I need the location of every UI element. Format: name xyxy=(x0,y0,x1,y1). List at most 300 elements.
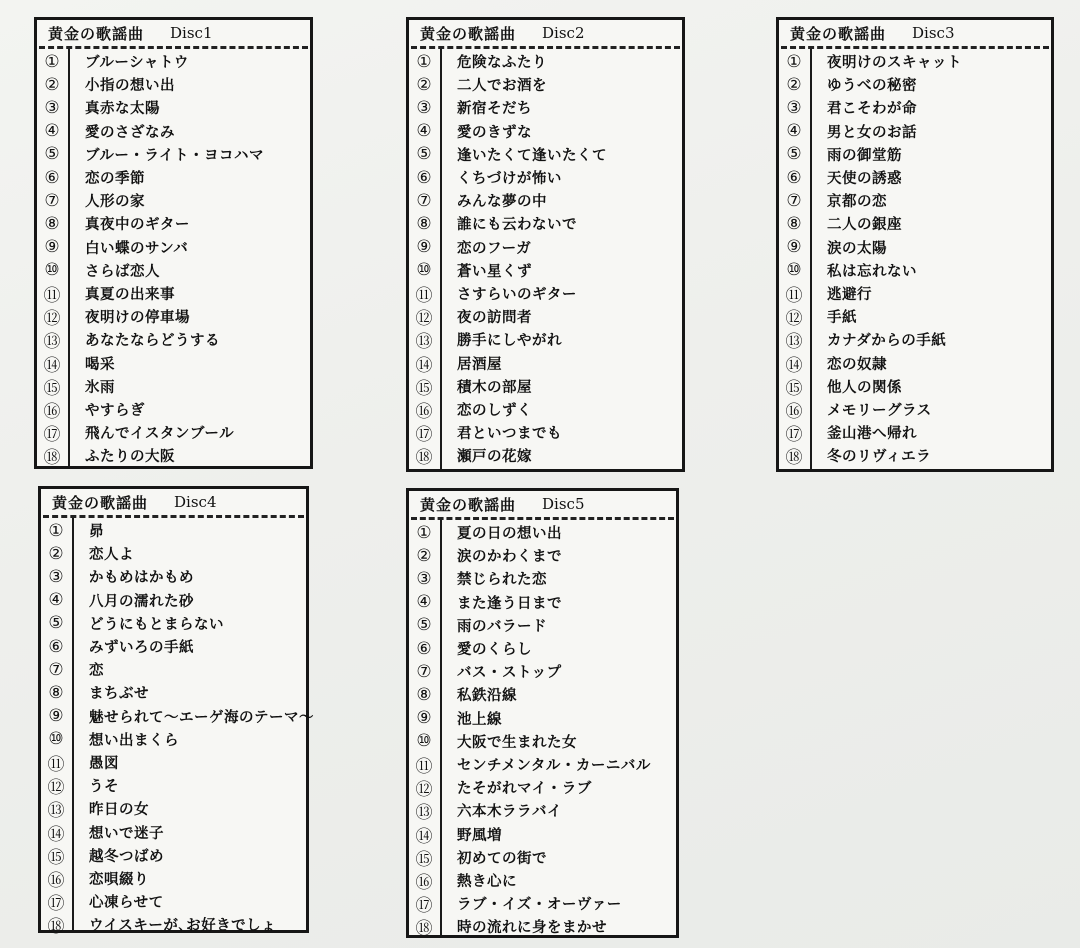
track-number: ⑰ xyxy=(785,425,803,446)
disc-2-box xyxy=(406,17,685,472)
track-title: 飛んでイスタンブール xyxy=(85,426,235,443)
track-row xyxy=(409,567,676,590)
track-number: ② xyxy=(44,74,60,95)
track-row xyxy=(37,73,310,96)
track-row xyxy=(41,913,306,936)
track-row xyxy=(37,375,310,398)
track-row xyxy=(41,681,306,704)
track-number: ⑬ xyxy=(43,332,61,353)
track-title: 恋唄綴り xyxy=(89,871,149,888)
disc-header xyxy=(39,20,308,49)
track-row xyxy=(41,658,306,681)
disc-5-box xyxy=(406,488,679,938)
track-title: 夜明けのスキャット xyxy=(827,55,962,72)
track-title: ブルーシャトウ xyxy=(85,55,189,72)
track-title: 真夏の出来事 xyxy=(85,286,175,303)
track-title: 恋のフーガ xyxy=(457,240,532,257)
track-title: 誰にも云わないで xyxy=(457,217,577,234)
track-number: ⑯ xyxy=(415,401,433,422)
track-row xyxy=(37,189,310,212)
track-number: ⑪ xyxy=(415,756,433,777)
track-title: さすらいのギター xyxy=(457,286,577,303)
track-number: ⑥ xyxy=(416,167,432,188)
disc-title: 黄金の歌謡曲 xyxy=(48,24,145,43)
track-title: 昴 xyxy=(89,524,104,541)
track-number: ③ xyxy=(416,97,432,118)
track-title: 魅せられて～エーゲ海のテーマ～ xyxy=(89,709,314,726)
track-number: ⑮ xyxy=(415,378,433,399)
track-row xyxy=(37,421,310,444)
track-row xyxy=(779,50,1051,73)
track-number: ⑰ xyxy=(47,894,65,915)
track-row xyxy=(409,96,682,119)
track-row xyxy=(41,635,306,658)
track-title: 白い蝶のサンバ xyxy=(85,240,189,257)
track-row xyxy=(409,444,682,467)
track-title: 積木の部屋 xyxy=(457,379,532,396)
track-number: ⑯ xyxy=(43,401,61,422)
track-row xyxy=(37,120,310,143)
track-number: ⑪ xyxy=(43,285,61,306)
track-number: ⑤ xyxy=(416,144,432,165)
track-number: ⑱ xyxy=(43,448,61,469)
track-title: 喝采 xyxy=(85,356,115,373)
track-number: ⑨ xyxy=(416,237,432,258)
track-row xyxy=(41,774,306,797)
track-row xyxy=(409,305,682,328)
track-row xyxy=(779,444,1051,467)
track-title: 夜の訪問者 xyxy=(457,310,532,327)
track-number: ⑭ xyxy=(415,355,433,376)
track-row xyxy=(37,166,310,189)
track-number: ⑩ xyxy=(786,260,802,281)
track-title: 冬のリヴィエラ xyxy=(827,449,932,466)
track-title: 愛のくらし xyxy=(457,642,532,659)
track-title: ラブ・イズ・オーヴァー xyxy=(457,897,622,914)
disc-title: 黄金の歌謡曲 xyxy=(420,24,517,43)
track-number: ⑭ xyxy=(785,355,803,376)
track-row xyxy=(409,521,676,544)
track-title: 涙の太陽 xyxy=(827,240,887,257)
track-row xyxy=(779,236,1051,259)
track-title: 熱き心に xyxy=(457,873,517,890)
disc-label: Disc4 xyxy=(174,493,217,511)
track-number: ⑩ xyxy=(416,731,432,752)
track-title: 初めての街で xyxy=(457,850,547,867)
track-row xyxy=(37,351,310,374)
track-row xyxy=(409,73,682,96)
track-number: ③ xyxy=(44,97,60,118)
track-title: 瀬戸の花嫁 xyxy=(457,449,532,466)
track-title: 愛のきずな xyxy=(457,124,532,141)
track-number: ⑫ xyxy=(415,780,433,801)
track-row xyxy=(779,120,1051,143)
track-number: ⑯ xyxy=(47,870,65,891)
track-row xyxy=(779,143,1051,166)
track-title: たそがれマイ・ラブ xyxy=(457,781,592,798)
track-row xyxy=(37,212,310,235)
track-number: ⑥ xyxy=(48,636,64,657)
track-title: 想い出まくら xyxy=(89,732,179,749)
track-title: 恋のしずく xyxy=(457,402,532,419)
track-number: ⑭ xyxy=(43,355,61,376)
track-number: ④ xyxy=(416,592,432,613)
disc-title: 黄金の歌謡曲 xyxy=(790,24,887,43)
track-title: 愚図 xyxy=(89,755,119,772)
track-number: ② xyxy=(48,543,64,564)
track-number: ⑩ xyxy=(48,729,64,750)
track-title: 恋人よ xyxy=(89,547,134,564)
track-number: ① xyxy=(44,51,60,72)
track-list xyxy=(41,518,314,938)
track-number: ⑤ xyxy=(786,144,802,165)
track-number: ① xyxy=(48,520,64,541)
track-row xyxy=(409,846,676,869)
track-number: ⑬ xyxy=(47,801,65,822)
track-title: 想いで迷子 xyxy=(89,825,164,842)
track-row xyxy=(779,375,1051,398)
track-row xyxy=(409,50,682,73)
track-number: ③ xyxy=(48,566,64,587)
track-number: ⑦ xyxy=(48,659,64,680)
track-title: センチメンタル・カーニバル xyxy=(457,757,651,774)
track-number: ⑰ xyxy=(415,896,433,917)
track-number: ⑮ xyxy=(47,847,65,868)
disc-label: Disc5 xyxy=(542,495,585,513)
number-column-divider xyxy=(440,49,442,469)
track-title: 天使の誘惑 xyxy=(827,171,902,188)
track-row xyxy=(409,212,682,235)
track-row xyxy=(779,305,1051,328)
track-row xyxy=(409,915,676,938)
track-title: 涙のかわくまで xyxy=(457,549,562,566)
track-row xyxy=(41,844,306,867)
track-row xyxy=(409,421,682,444)
track-row xyxy=(409,614,676,637)
track-title: 池上線 xyxy=(457,711,502,728)
track-row xyxy=(41,867,306,890)
disc-label: Disc3 xyxy=(912,24,955,42)
track-number: ⑧ xyxy=(786,213,802,234)
track-row xyxy=(409,822,676,845)
track-number: ④ xyxy=(416,121,432,142)
track-row xyxy=(409,683,676,706)
track-number: ⑯ xyxy=(415,872,433,893)
track-title: ブルー・ライト・ヨコハマ xyxy=(85,147,264,164)
track-title: 危険なふたり xyxy=(457,55,547,72)
track-row xyxy=(41,519,306,542)
disc-1-box xyxy=(34,17,313,469)
disc-header xyxy=(781,20,1049,49)
track-number: ⑫ xyxy=(785,309,803,330)
track-row xyxy=(409,776,676,799)
track-row xyxy=(409,799,676,822)
disc-label: Disc2 xyxy=(542,24,585,42)
track-row xyxy=(779,96,1051,119)
track-row xyxy=(41,542,306,565)
track-title: 蒼い星くず xyxy=(457,263,532,280)
track-number: ④ xyxy=(786,121,802,142)
number-column-divider xyxy=(68,49,70,466)
track-row xyxy=(37,50,310,73)
track-row xyxy=(409,753,676,776)
track-title: さらば恋人 xyxy=(85,263,160,280)
track-number: ② xyxy=(786,74,802,95)
track-title: みずいろの手紙 xyxy=(89,640,194,657)
track-number: ⑩ xyxy=(44,260,60,281)
track-row xyxy=(779,212,1051,235)
track-title: くちづけが怖い xyxy=(457,171,562,188)
track-number: ⑨ xyxy=(416,708,432,729)
track-title: 氷雨 xyxy=(85,379,115,396)
track-title: カナダからの手紙 xyxy=(827,333,947,350)
track-row xyxy=(409,166,682,189)
track-title: 恋の季節 xyxy=(85,171,145,188)
disc-label: Disc1 xyxy=(170,24,213,42)
disc-title: 黄金の歌謡曲 xyxy=(52,493,149,512)
track-title: 真赤な太陽 xyxy=(85,101,160,118)
track-number: ⑱ xyxy=(415,448,433,469)
track-number: ⑭ xyxy=(415,826,433,847)
track-row xyxy=(37,305,310,328)
disc-header xyxy=(411,20,680,49)
track-title: 二人の銀座 xyxy=(827,217,902,234)
track-title: バス・ストップ xyxy=(457,665,562,682)
track-number: ⑱ xyxy=(47,917,65,938)
track-row xyxy=(779,73,1051,96)
track-row xyxy=(409,869,676,892)
track-number: ③ xyxy=(786,97,802,118)
track-row xyxy=(37,398,310,421)
track-title: うそ xyxy=(89,779,119,796)
track-number: ⑮ xyxy=(43,378,61,399)
track-number: ⑦ xyxy=(44,190,60,211)
track-title: 手紙 xyxy=(827,310,857,327)
track-title: ふたりの大阪 xyxy=(85,449,175,466)
track-title: 心凍らせて xyxy=(89,895,164,912)
track-list xyxy=(409,520,676,938)
track-row xyxy=(409,544,676,567)
track-number: ⑦ xyxy=(416,661,432,682)
track-row xyxy=(779,398,1051,421)
track-row xyxy=(409,120,682,143)
track-row xyxy=(37,282,310,305)
track-title: 愛のさざなみ xyxy=(85,124,175,141)
track-number: ⑦ xyxy=(416,190,432,211)
track-title: 越冬つばめ xyxy=(89,848,164,865)
track-number: ⑰ xyxy=(415,425,433,446)
track-title: 逃避行 xyxy=(827,286,872,303)
track-row xyxy=(779,282,1051,305)
track-number: ⑤ xyxy=(48,613,64,634)
track-row xyxy=(409,707,676,730)
track-title: 居酒屋 xyxy=(457,356,502,373)
track-row xyxy=(37,236,310,259)
track-row xyxy=(779,351,1051,374)
track-title: かもめはかもめ xyxy=(89,570,194,587)
track-number: ⑧ xyxy=(48,682,64,703)
track-number: ⑧ xyxy=(416,684,432,705)
track-row xyxy=(779,328,1051,351)
track-row xyxy=(37,328,310,351)
track-row xyxy=(409,892,676,915)
track-number: ④ xyxy=(48,590,64,611)
track-row xyxy=(779,421,1051,444)
track-row xyxy=(41,820,306,843)
track-row xyxy=(37,143,310,166)
track-title: 禁じられた恋 xyxy=(457,572,547,589)
track-number: ⑥ xyxy=(786,167,802,188)
track-number: ⑧ xyxy=(416,213,432,234)
track-title: あなたならどうする xyxy=(85,333,220,350)
track-title: 男と女のお話 xyxy=(827,124,917,141)
track-title: 二人でお酒を xyxy=(457,78,547,95)
track-title: 夏の日の想い出 xyxy=(457,526,562,543)
track-row xyxy=(37,444,310,467)
track-title: 私鉄沿線 xyxy=(457,688,517,705)
track-title: 小指の想い出 xyxy=(85,78,175,95)
track-title: 恋の奴隷 xyxy=(827,356,887,373)
track-title: 君といつまでも xyxy=(457,426,562,443)
track-title: 野風増 xyxy=(457,827,502,844)
number-column-divider xyxy=(810,49,812,469)
track-row xyxy=(779,166,1051,189)
track-number: ⑱ xyxy=(415,919,433,940)
track-row xyxy=(41,589,306,612)
track-number: ⑪ xyxy=(785,285,803,306)
track-title: 私は忘れない xyxy=(827,263,917,280)
track-row xyxy=(409,282,682,305)
track-number: ② xyxy=(416,545,432,566)
track-number: ⑮ xyxy=(785,378,803,399)
track-list xyxy=(779,49,1051,467)
track-row xyxy=(41,728,306,751)
track-title: また逢う日まで xyxy=(457,595,562,612)
track-row xyxy=(779,259,1051,282)
track-row xyxy=(409,351,682,374)
track-number: ⑬ xyxy=(415,803,433,824)
track-number: ⑨ xyxy=(44,237,60,258)
track-row xyxy=(409,660,676,683)
number-column-divider xyxy=(72,518,74,930)
track-row xyxy=(409,328,682,351)
track-row xyxy=(409,375,682,398)
track-number: ⑯ xyxy=(785,401,803,422)
track-number: ⑥ xyxy=(416,638,432,659)
track-number: ⑤ xyxy=(44,144,60,165)
track-number: ④ xyxy=(44,121,60,142)
track-number: ③ xyxy=(416,568,432,589)
track-number: ⑫ xyxy=(415,309,433,330)
track-title: 雨のバラード xyxy=(457,618,547,635)
track-row xyxy=(409,398,682,421)
track-row xyxy=(779,189,1051,212)
track-number: ⑫ xyxy=(43,309,61,330)
track-title: 八月の濡れた砂 xyxy=(89,593,194,610)
track-row xyxy=(409,591,676,614)
disc-header xyxy=(411,491,674,520)
track-number: ① xyxy=(786,51,802,72)
track-number: ⑤ xyxy=(416,615,432,636)
track-list xyxy=(37,49,310,467)
track-title: メモリーグラス xyxy=(827,402,932,419)
track-title: 京都の恋 xyxy=(827,194,887,211)
track-row xyxy=(37,96,310,119)
track-row xyxy=(409,189,682,212)
track-number: ⑭ xyxy=(47,824,65,845)
track-title: ウイスキーが､お好きでしょ xyxy=(89,918,277,935)
track-title: 新宿そだち xyxy=(457,101,532,118)
track-row xyxy=(409,730,676,753)
track-number: ⑬ xyxy=(785,332,803,353)
track-row xyxy=(409,236,682,259)
track-number: ⑥ xyxy=(44,167,60,188)
track-title: どうにもとまらない xyxy=(89,616,224,633)
track-number: ⑨ xyxy=(48,706,64,727)
track-title: やすらぎ xyxy=(85,402,145,419)
track-number: ① xyxy=(416,51,432,72)
track-number: ⑰ xyxy=(43,425,61,446)
track-title: 人形の家 xyxy=(85,194,145,211)
track-number: ⑬ xyxy=(415,332,433,353)
track-title: 大阪で生まれた女 xyxy=(457,734,577,751)
track-title: ゆうべの秘密 xyxy=(827,78,917,95)
track-title: みんな夢の中 xyxy=(457,194,547,211)
track-row xyxy=(41,890,306,913)
track-number: ② xyxy=(416,74,432,95)
track-row xyxy=(37,259,310,282)
disc-header xyxy=(43,489,304,518)
track-title: まちぶせ xyxy=(89,686,149,703)
track-row xyxy=(41,751,306,774)
track-title: 雨の御堂筋 xyxy=(827,147,902,164)
disc-3-box xyxy=(776,17,1054,472)
track-number: ⑮ xyxy=(415,849,433,870)
track-number: ① xyxy=(416,522,432,543)
track-title: 夜明けの停車場 xyxy=(85,310,190,327)
track-title: 真夜中のギター xyxy=(85,217,190,234)
track-row xyxy=(409,637,676,660)
track-number: ⑱ xyxy=(785,448,803,469)
track-number: ⑦ xyxy=(786,190,802,211)
track-row xyxy=(41,797,306,820)
track-row xyxy=(41,565,306,588)
track-number: ⑩ xyxy=(416,260,432,281)
track-row xyxy=(41,705,314,728)
track-title: 六本木ララバイ xyxy=(457,804,562,821)
track-title: 君こそわが命 xyxy=(827,101,917,118)
track-title: 時の流れに身をまかせ xyxy=(457,920,607,937)
track-row xyxy=(41,612,306,635)
track-number: ⑪ xyxy=(47,754,65,775)
track-number: ⑪ xyxy=(415,285,433,306)
track-title: 他人の関係 xyxy=(827,379,902,396)
track-number: ⑫ xyxy=(47,778,65,799)
track-title: 勝手にしやがれ xyxy=(457,333,562,350)
track-list xyxy=(409,49,682,467)
track-title: 恋 xyxy=(89,663,104,680)
track-number: ⑨ xyxy=(786,237,802,258)
track-title: 釜山港へ帰れ xyxy=(827,426,917,443)
track-number: ⑧ xyxy=(44,213,60,234)
track-title: 昨日の女 xyxy=(89,802,149,819)
track-title: 逢いたくて逢いたくて xyxy=(457,147,607,164)
disc-title: 黄金の歌謡曲 xyxy=(420,495,517,514)
number-column-divider xyxy=(440,520,442,935)
track-row xyxy=(409,259,682,282)
disc-4-box xyxy=(38,486,314,938)
track-row xyxy=(409,143,682,166)
